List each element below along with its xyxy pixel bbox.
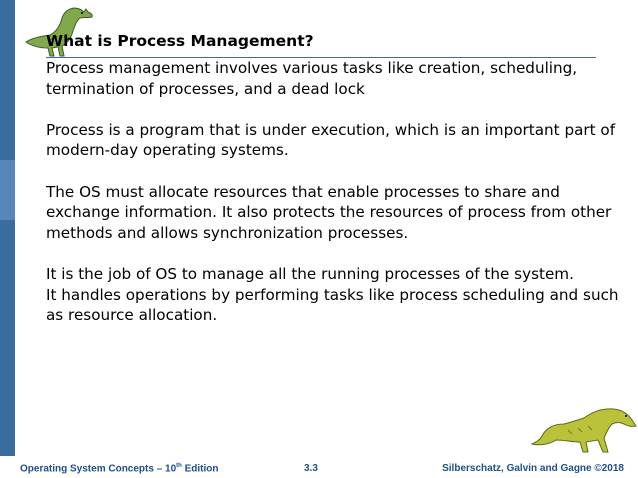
paragraph-2: Process is a program that is under execution, which is an important part of modern-day operating systems. bbox=[46, 120, 616, 160]
dinosaur-logo-bottom bbox=[528, 400, 638, 456]
left-accent-bar bbox=[0, 0, 15, 456]
paragraph-4: It is the job of OS to manage all the running processes of the system. bbox=[46, 264, 574, 283]
slide-body bbox=[46, 58, 626, 326]
footer-book-suffix: Edition bbox=[181, 463, 219, 475]
footer-book-title bbox=[20, 463, 219, 474]
footer-copyright: Silberschatz, Galvin and Gagne ©2018 bbox=[442, 463, 624, 474]
page-number: 3.3 bbox=[304, 463, 318, 474]
paragraph-1: Process management involves various tasks like creation, scheduling, termination of processes, and a dead lock bbox=[46, 59, 578, 98]
footer-book-prefix: Operating System Concepts – 10 bbox=[20, 463, 177, 475]
footer-book-sup: th bbox=[176, 463, 182, 469]
paragraph-5: It handles operations by performing tasks like process scheduling and such as resource allocation. bbox=[46, 285, 619, 325]
slide-title: What is Process Management? bbox=[46, 32, 314, 50]
left-accent-bar-highlight bbox=[0, 160, 15, 220]
dinosaur-logo-top bbox=[22, 2, 100, 60]
paragraph-3: The OS must allocate resources that enable processes to share and exchange information. It also protects the resources of process from other methods and allows synchronization processes. bbox=[46, 182, 612, 242]
